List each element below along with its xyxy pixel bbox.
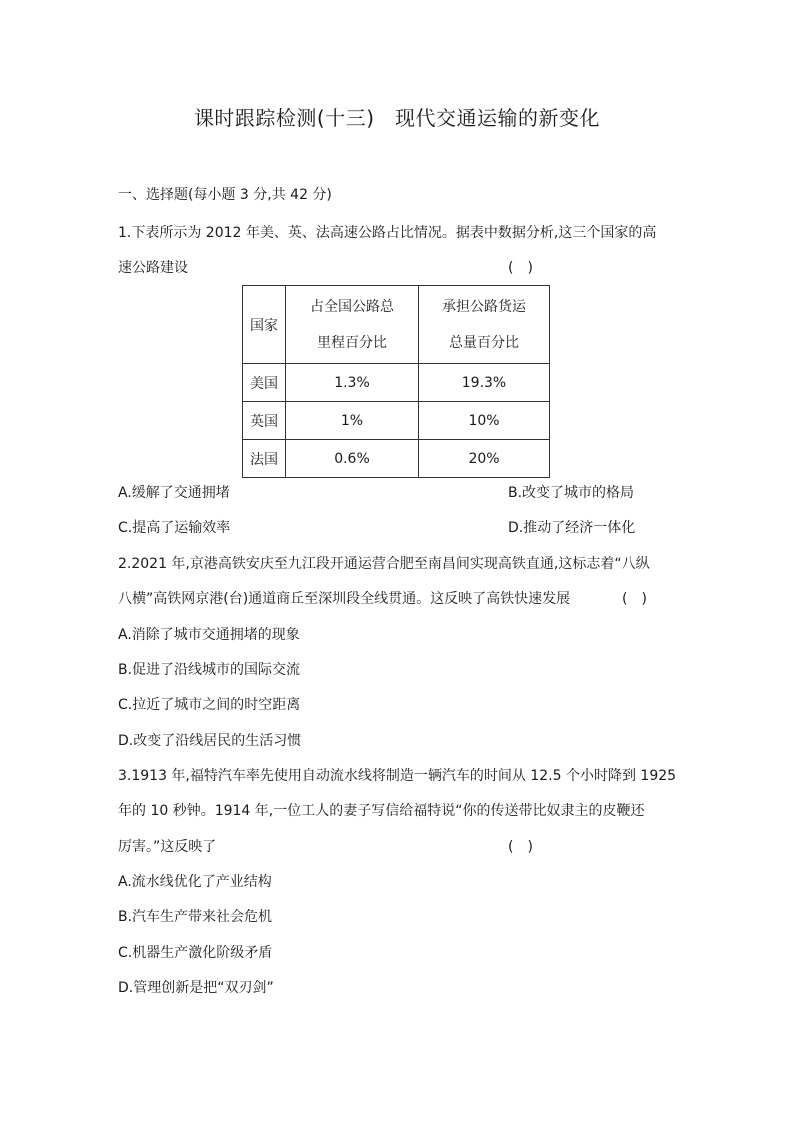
q2-stem-line1: 2.2021 年,京港高铁安庆至九江段开通运营合肥至南昌间实现高铁直通,这标志着“八纵 — [118, 556, 650, 572]
table-cell-country: 法国 — [243, 440, 286, 478]
q2-answer-bracket: ( ) — [622, 591, 647, 607]
table-row — [243, 440, 550, 478]
table-header-freight-line2: 总量百分比 — [449, 334, 519, 351]
table-header-mileage-line1: 占全国公路总 — [310, 298, 394, 315]
q3-option-b: B.汽车生产带来社会危机 — [118, 909, 273, 925]
q3-answer-bracket: ( ) — [508, 839, 533, 855]
table-cell-freight: 20% — [419, 440, 550, 478]
table-cell-freight: 19.3% — [419, 364, 550, 402]
q2-option-c: C.拉近了城市之间的时空距离 — [118, 697, 301, 713]
q1-stem-line1: 1.下表所示为 2012 年美、英、法高速公路占比情况。据表中数据分析,这三个国家的高 — [118, 225, 657, 241]
q3-option-d: D.管理创新是把“双刃剑” — [118, 980, 274, 996]
table-header-mileage — [286, 286, 419, 364]
table-header-mileage-line2: 里程百分比 — [317, 334, 387, 351]
q3-stem-line3: 厉害。”这反映了 — [118, 839, 217, 855]
table-cell-mileage: 1% — [286, 402, 419, 440]
q1-answer-bracket: ( ) — [508, 260, 533, 276]
q2-stem-line2: 八横”高铁网京港(台)通道商丘至深圳段全线贯通。这反映了高铁快速发展 — [118, 591, 571, 607]
table-cell-mileage: 1.3% — [286, 364, 419, 402]
q2-option-b: B.促进了沿线城市的国际交流 — [118, 662, 301, 678]
table-cell-mileage: 0.6% — [286, 440, 419, 478]
table-cell-freight: 10% — [419, 402, 550, 440]
table-row — [243, 364, 550, 402]
section-heading: 一、选择题(每小题 3 分,共 42 分) — [118, 187, 332, 203]
q1-data-table — [242, 285, 550, 478]
q2-option-d: D.改变了沿线居民的生活习惯 — [118, 733, 302, 749]
q1-option-b: B.改变了城市的格局 — [508, 485, 635, 501]
table-row — [243, 402, 550, 440]
page-title: 课时跟踪检测(十三) 现代交通运输的新变化 — [193, 106, 601, 130]
q1-option-d: D.推动了经济一体化 — [508, 520, 636, 536]
q3-option-a: A.流水线优化了产业结构 — [118, 874, 272, 890]
q1-stem-line2: 速公路建设 — [118, 260, 188, 276]
table-cell-country: 英国 — [243, 402, 286, 440]
q1-option-a: A.缓解了交通拥堵 — [118, 485, 230, 501]
table-header-country: 国家 — [243, 286, 286, 364]
table-header-freight-line1: 承担公路货运 — [442, 298, 526, 315]
q3-option-c: C.机器生产激化阶级矛盾 — [118, 945, 273, 961]
q3-stem-line2: 年的 10 秒钟。1914 年,一位工人的妻子写信给福特说“你的传送带比奴隶主的皮鞭还 — [118, 803, 645, 819]
table-header-freight — [419, 286, 550, 364]
q3-stem-line1: 3.1913 年,福特汽车率先使用自动流水线将制造一辆汽车的时间从 12.5 个小时降到 1925 — [118, 768, 677, 784]
q1-option-c: C.提高了运输效率 — [118, 520, 231, 536]
table-cell-country: 美国 — [243, 364, 286, 402]
q2-option-a: A.消除了城市交通拥堵的现象 — [118, 627, 300, 643]
